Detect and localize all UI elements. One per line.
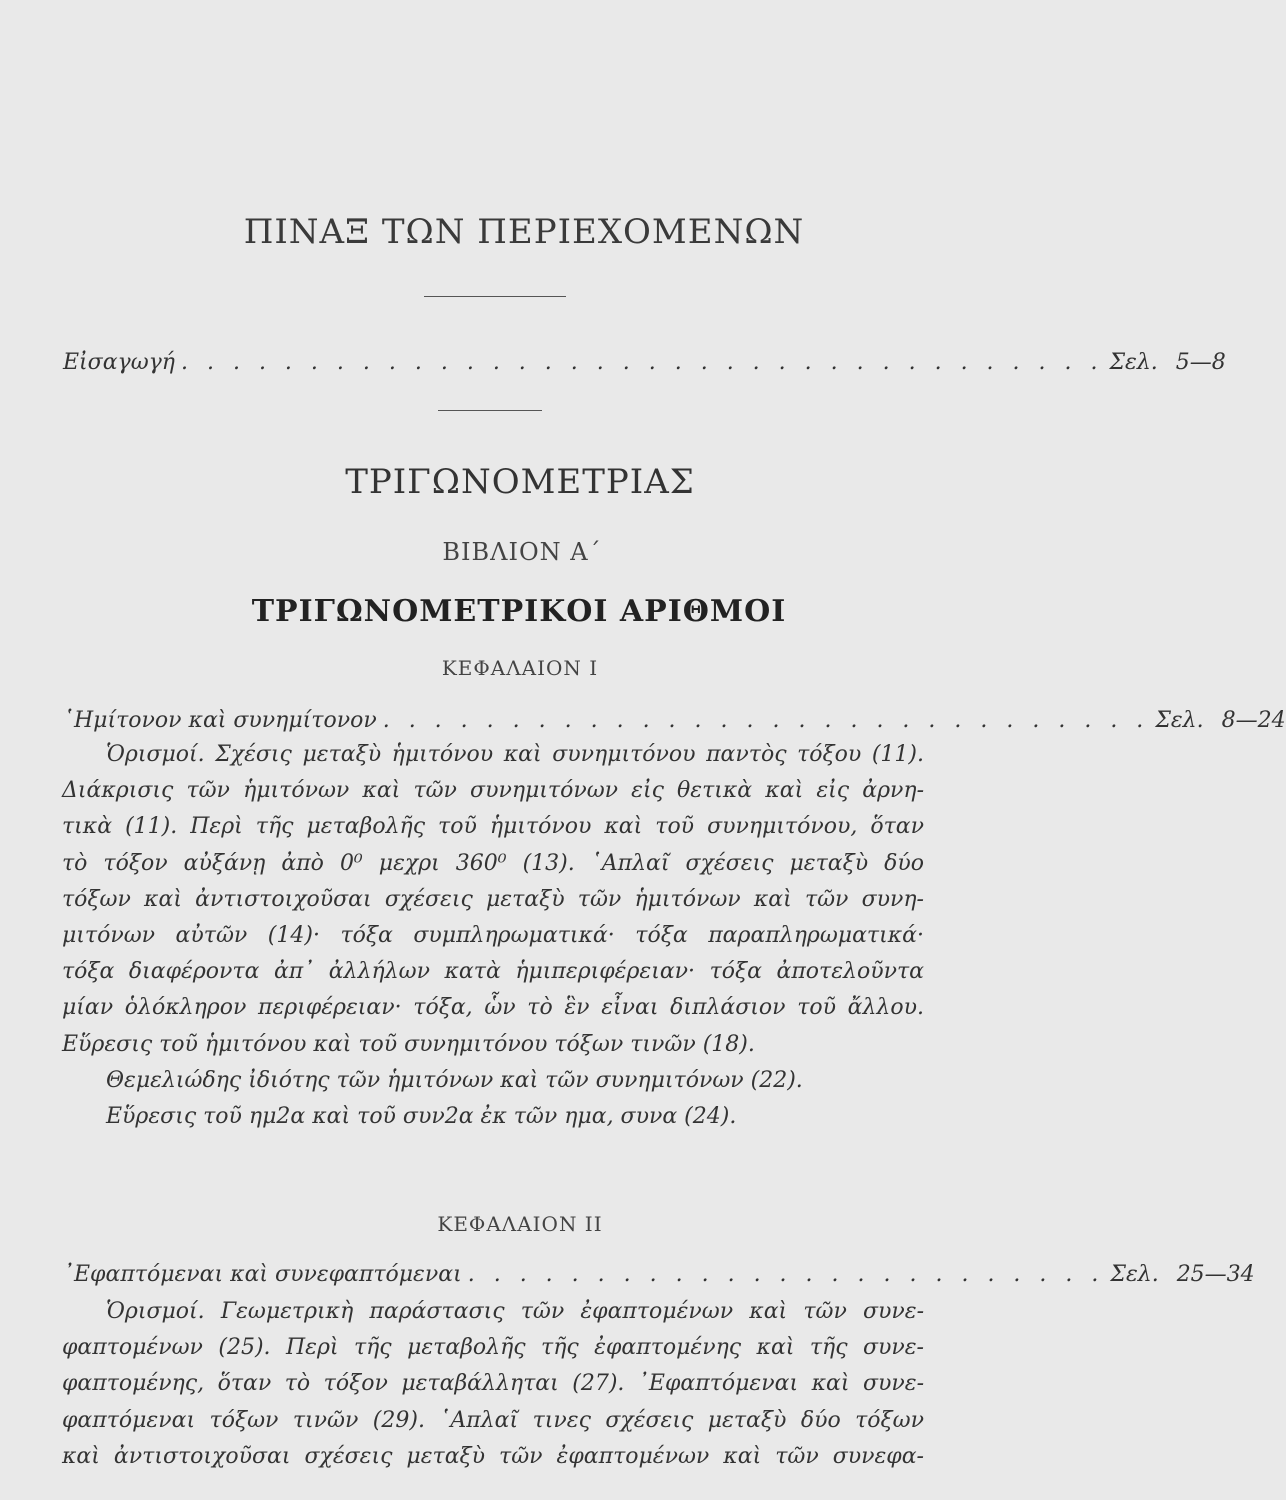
summary-line: Ὁρισμοί. Σχέσις μεταξὺ ἡμιτόνου καὶ συνημιτόνου παντὸς τόξου (11).: [106, 742, 924, 767]
dot-leader: . . . . . . . . . . . . . . . . . . . . . . . . .: [467, 1262, 1105, 1287]
intro-entry: [63, 350, 1226, 375]
summary-line: Θεμελιώδης ἰδιότης τῶν ἡμιτόνων καὶ τῶν συνημιτόνων (22).: [106, 1067, 803, 1093]
chapter-1-heading: ΚΕΦΑΛΑΙΟΝ Ι: [441, 656, 599, 680]
chapter-2-label: ᾿Εφαπτόμεναι καὶ συνεφαπτόμεναι: [63, 1262, 462, 1287]
summary-line: Ὁρισμοί. Γεωμετρικὴ παράστασις τῶν ἐφαπτομένων καὶ τῶν συνε-: [106, 1299, 924, 1324]
chapter-1-summary: [62, 737, 924, 1135]
summary-line: φαπτομένων (25). Περὶ τῆς μεταβολῆς τῆς ἐφαπτομένης καὶ τῆς συνε-: [62, 1335, 924, 1361]
page-title: ΠΙΝΑΞ ΤΩΝ ΠΕΡΙΕΧΟΜΕΝΩΝ: [243, 212, 805, 252]
divider-2: [438, 410, 542, 411]
summary-line: φαπτόμεναι τόξων τινῶν (29). ῾Απλαῖ τινες σχέσεις μεταξὺ δύο τόξων: [62, 1407, 924, 1433]
summary-line: μίαν ὁλόκληρον περιφέρειαν· τόξα, ὧν τὸ ἓν εἶναι διπλάσιον τοῦ ἄλλου.: [62, 995, 924, 1021]
summary-line: φαπτομένης, ὅταν τὸ τόξον μεταβάλληται (27). ᾿Εφαπτόμεναι καὶ συνε-: [62, 1371, 924, 1397]
chapter-1-page-ref: Σελ. 8—24: [1155, 708, 1286, 733]
chapter-1-entry: [63, 708, 1286, 733]
chapter-2-entry: [63, 1262, 1255, 1287]
intro-label: Εἰσαγωγή: [63, 350, 175, 375]
summary-line: Εὕρεσις τοῦ ἡμιτόνου καὶ τοῦ συνημιτόνου τόξων τινῶν (18).: [62, 1031, 755, 1057]
summary-line: Εὕρεσις τοῦ ημ2α καὶ τοῦ συν2α ἐκ τῶν ημα, συνα (24).: [106, 1104, 737, 1130]
chapter-2-summary: [62, 1294, 924, 1475]
summary-line: Διάκρισις τῶν ἡμιτόνων καὶ τῶν συνημιτόνων εἰς θετικὰ καὶ εἰς ἀρνη-: [62, 778, 924, 804]
dot-leader: . . . . . . . . . . . . . . . . . . . . . . . . . . . . . . . . . . . .: [180, 350, 1104, 375]
part-title: ΤΡΙΓΩΝΟΜΕΤΡΙΑΣ: [345, 462, 695, 502]
summary-line: καὶ ἀντιστοιχοῦσαι σχέσεις μεταξὺ τῶν ἐφαπτομένων καὶ τῶν συνεφα-: [62, 1443, 924, 1469]
chapter-1-label: ῾Ημίτονον καὶ συνημίτονον: [63, 708, 377, 733]
dot-leader: . . . . . . . . . . . . . . . . . . . . . . . . . . . . . .: [382, 708, 1150, 733]
chapter-2-heading: ΚΕΦΑΛΑΙΟΝ ΙΙ: [437, 1212, 603, 1236]
divider-1: [424, 296, 566, 297]
summary-line: τικὰ (11). Περὶ τῆς μεταβολῆς τοῦ ἡμιτόνου καὶ τοῦ συνημιτόνου, ὅταν: [62, 814, 924, 840]
chapter-2-page-ref: Σελ. 25—34: [1110, 1262, 1255, 1287]
book-title: ΒΙΒΛΙΟΝ Α΄: [442, 538, 602, 566]
summary-line: μιτόνων αὐτῶν (14)· τόξα συμπληρωματικά· τόξα παραπληρωματικά·: [62, 923, 924, 949]
intro-page-ref: Σελ. 5—8: [1109, 350, 1226, 375]
summary-line: τὸ τόξον αὐξάνῃ ἀπὸ 0⁰ μεχρι 360⁰ (13). ῾Απλαῖ σχέσεις μεταξὺ δύο: [62, 850, 924, 876]
summary-line: τόξα διαφέροντα ἀπ᾽ ἀλλήλων κατὰ ἡμιπεριφέρειαν· τόξα ἀποτελοῦντα: [62, 959, 924, 985]
book-subtitle: ΤΡΙΓΩΝΟΜΕΤΡΙΚΟΙ ΑΡΙΘΜΟΙ: [251, 594, 787, 629]
summary-line: τόξων καὶ ἀντιστοιχοῦσαι σχέσεις μεταξὺ τῶν ἡμιτόνων καὶ τῶν συνη-: [62, 886, 924, 912]
